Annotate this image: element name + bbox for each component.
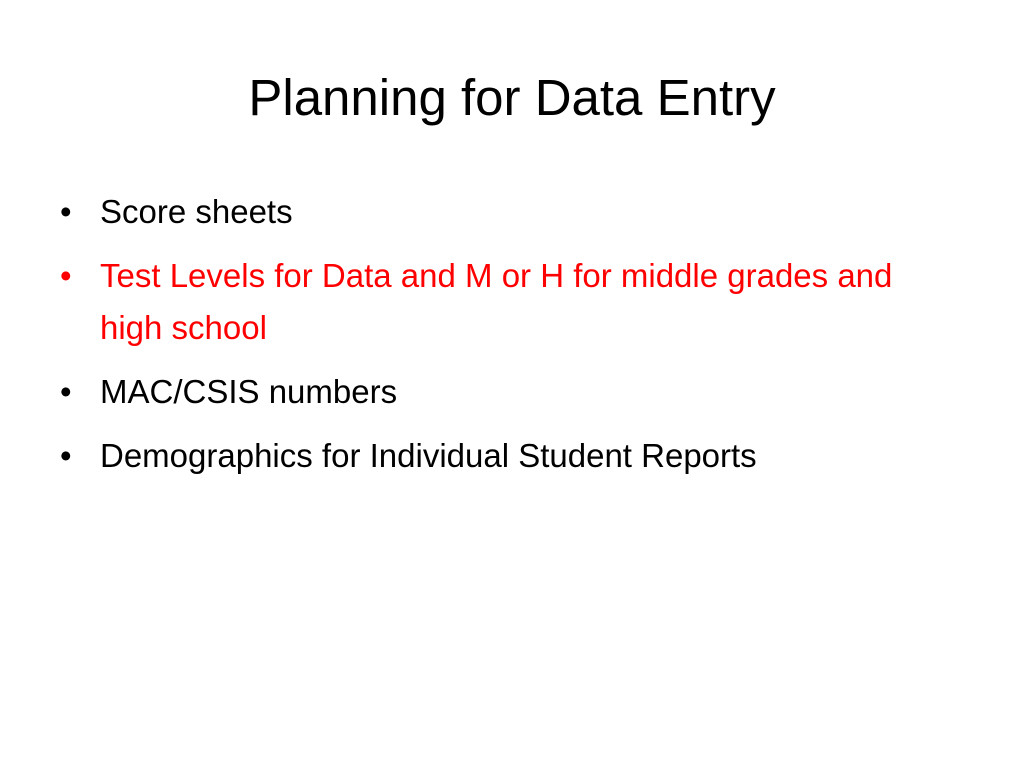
list-item [60, 250, 960, 354]
bullet-icon: • [60, 437, 72, 474]
bullet-icon: • [60, 257, 72, 294]
list-item [60, 186, 960, 238]
bullet-list [60, 186, 960, 494]
list-item [60, 430, 960, 482]
bullet-text: Test Levels for Data and M or H for middle grades and high school [100, 257, 893, 346]
slide-title: Planning for Data Entry [248, 69, 776, 126]
bullet-text: Score sheets [100, 193, 293, 230]
bullet-icon: • [60, 373, 72, 410]
bullet-text: MAC/CSIS numbers [100, 373, 398, 410]
list-item [60, 366, 960, 418]
bullet-icon: • [60, 193, 72, 230]
bullet-text: Demographics for Individual Student Reports [100, 437, 757, 474]
